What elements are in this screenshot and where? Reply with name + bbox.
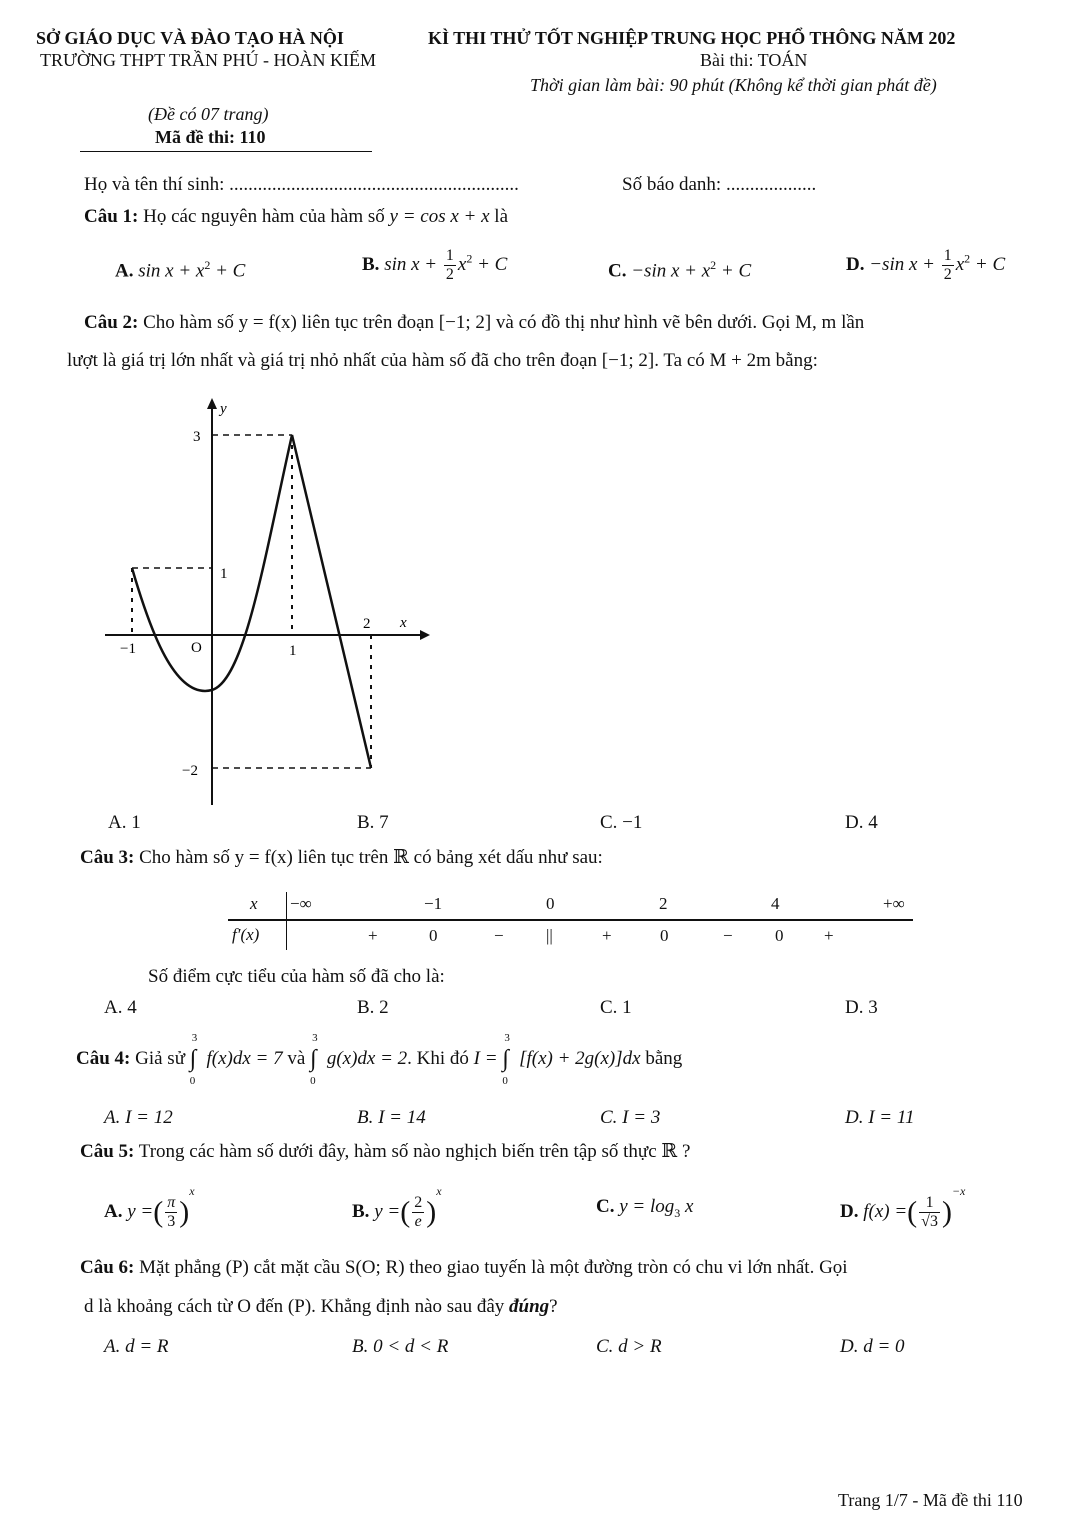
sign-cell: + — [602, 926, 612, 945]
q1-option-d: D. −sin x + $\frac{1}{2}$ $x^2 + C$ — [846, 247, 1006, 283]
sign-table-divider — [228, 919, 913, 921]
page-footer: Trang 1/7 - Mã đề thi 110 — [838, 1490, 1023, 1510]
question-3: Câu 3: Cho hàm số y = f(x) liên tục trên ℝ có bảng xét dấu như sau: — [80, 847, 603, 868]
question-2-line-2: lượt là giá trị lớn nhất và giá trị nhỏ nhất của hàm số đã cho trên đoạn [−1; 2]. Ta có M + 2m bằng: — [67, 350, 818, 371]
sign-cell: 0 — [775, 926, 784, 945]
question-6-line-2: d là khoảng cách từ O đến (P). Khẳng định nào sau đây đúng? — [84, 1296, 558, 1317]
integral-sign: ∫ 3 0 — [502, 1032, 510, 1087]
q1-option-a: A. $\sin x + x^2 + C$ — [115, 258, 246, 282]
q5-option-d: D. f(x) =( $\frac{1}{√3}$ )$^{-x}$ — [840, 1184, 966, 1231]
q2-answer-c: C. −1 — [600, 812, 643, 833]
x-axis-arrow — [420, 630, 430, 640]
sign-cell: 0 — [429, 926, 438, 945]
question-5: Câu 5: Trong các hàm số dưới đây, hàm số nào nghịch biến trên tập số thực ℝ ? — [80, 1141, 691, 1162]
q4-answer-c: C. I = 3 — [600, 1107, 661, 1128]
q3-answer-b: B. 2 — [357, 997, 389, 1018]
sign-cell: + — [824, 926, 834, 945]
department-name: SỞ GIÁO DỤC VÀ ĐÀO TẠO HÀ NỘI — [36, 28, 344, 48]
exam-duration: Thời gian làm bài: 90 phút (Không kể thời gian phát đề) — [530, 75, 937, 95]
sign-table — [228, 890, 913, 952]
row-f-label: f′(x) — [232, 925, 260, 944]
x-axis-label: x — [400, 615, 407, 631]
integral-sign: ∫ 3 0 — [189, 1032, 198, 1087]
function-graph — [95, 395, 435, 815]
tick-y1: 1 — [220, 566, 228, 582]
x-value: 2 — [659, 894, 668, 913]
q6-answer-a: A. d = R — [104, 1336, 169, 1357]
tick-xm1: −1 — [120, 641, 136, 657]
x-value: 0 — [546, 894, 555, 913]
y-axis-arrow — [207, 398, 217, 409]
q5-option-c: C. $y = \log_3 x$ — [596, 1196, 694, 1220]
x-value: −1 — [424, 894, 443, 913]
question-6-line-1: Câu 6: Mặt phẳng (P) cắt mặt cầu S(O; R) theo giao tuyến là một đường tròn có chu vi lớn nhất. Gọi — [80, 1257, 848, 1278]
exam-code: Mã đề thi: 110 — [155, 127, 266, 147]
q6-answer-c: C. d > R — [596, 1336, 662, 1357]
question-text: Họ các nguyên hàm của hàm số — [143, 206, 385, 227]
q6-answer-d: D. d = 0 — [840, 1336, 905, 1357]
x-value: +∞ — [883, 894, 905, 913]
origin-label: O — [191, 640, 202, 656]
question-tail: là — [494, 206, 509, 227]
sign-cell: + — [368, 926, 378, 945]
pages-note: (Đề có 07 trang) — [148, 104, 269, 124]
q4-answer-a: A. I = 12 — [104, 1107, 173, 1128]
q2-answer-a: A. 1 — [108, 812, 141, 833]
q1-option-c: C. −sin $x + x^2 + C$ — [608, 258, 752, 282]
q4-answer-b: B. I = 14 — [357, 1107, 426, 1128]
x-value: −∞ — [290, 894, 312, 913]
question-4: Câu 4: Giả sử ∫ 3 0 f(x)dx = 7 và ∫ 3 0 g(x)dx = 2. Khi đó I = ∫ 3 0 [f(x) + 2g(x)]dx bằng — [76, 1032, 683, 1087]
q3-answer-c: C. 1 — [600, 997, 632, 1018]
sign-cell: − — [723, 926, 733, 945]
q2-answer-d: D. 4 — [845, 812, 878, 833]
q2-answer-b: B. 7 — [357, 812, 389, 833]
integral-sign: ∫ 3 0 — [310, 1032, 318, 1087]
candidate-id-field: Số báo danh: ................... — [622, 174, 817, 195]
question-3-prompt: Số điểm cực tiểu của hàm số đã cho là: — [148, 966, 445, 987]
q6-answer-b: B. 0 < d < R — [352, 1336, 449, 1357]
school-name: TRƯỜNG THPT TRẦN PHÚ - HOÀN KIẾM — [40, 50, 376, 70]
x-value: 4 — [771, 894, 780, 913]
tick-ym2: −2 — [182, 763, 198, 779]
sign-cell: || — [546, 926, 553, 945]
exam-subject: Bài thi: TOÁN — [700, 50, 808, 70]
row-x-label: x — [250, 894, 258, 913]
function-curve — [132, 435, 371, 768]
q4-answer-d: D. I = 11 — [845, 1107, 915, 1128]
sign-cell: − — [494, 926, 504, 945]
q5-option-a: A. y =( $\frac{\pi}{3}$ )$^x$ — [104, 1184, 195, 1231]
question-1 — [84, 206, 508, 228]
exam-title: KÌ THI THỬ TỐT NGHIỆP TRUNG HỌC PHỔ THÔNG NĂM 202 — [428, 28, 956, 48]
q1-option-b: B. sin x + $\frac{1}{2}$ $x^2 + C$ — [362, 247, 508, 283]
question-label: Câu 1: — [84, 206, 139, 227]
q5-option-b: B. y =( $\frac{2}{e}$ )$^x$ — [352, 1184, 442, 1231]
sign-cell: 0 — [660, 926, 669, 945]
question-function: y = cos x + x — [389, 206, 490, 227]
y-axis-label: y — [220, 401, 227, 417]
tick-y3: 3 — [193, 429, 201, 445]
tick-x1: 1 — [289, 643, 297, 659]
tick-x2: 2 — [363, 616, 371, 632]
q3-answer-a: A. 4 — [104, 997, 137, 1018]
question-2-line-1: Câu 2: Cho hàm số y = f(x) liên tục trên đoạn [−1; 2] và có đồ thị như hình vẽ bên dưới. Gọi M, m lần — [84, 312, 865, 333]
q3-answer-d: D. 3 — [845, 997, 878, 1018]
header-divider — [80, 151, 372, 152]
sign-table-separator — [286, 892, 287, 950]
candidate-name-field: Họ và tên thí sinh: ............................................................. — [84, 174, 519, 195]
